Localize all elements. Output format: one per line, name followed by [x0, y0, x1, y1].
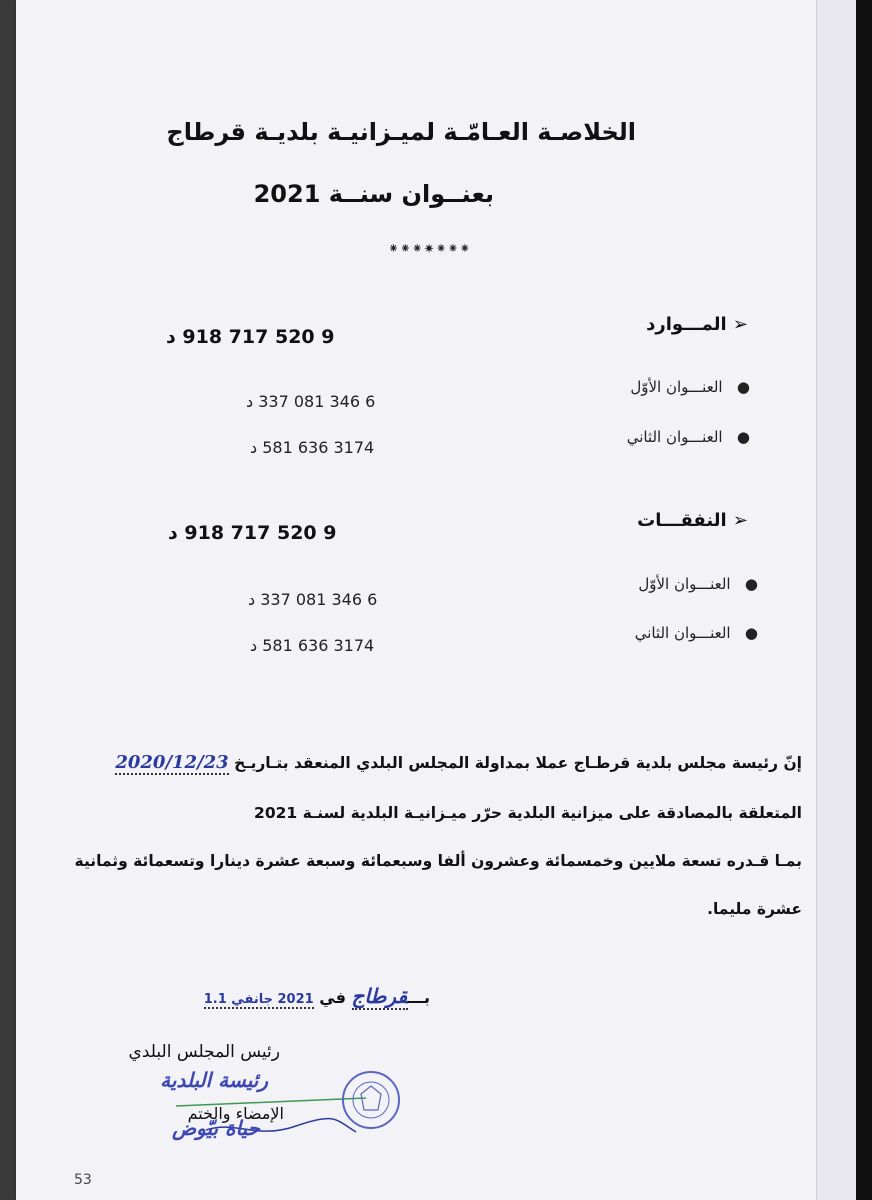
resources-item-2 — [627, 428, 750, 446]
expenses-item-1 — [638, 575, 758, 593]
paragraph-line-1-text: إنّ رئيسة مجلس بلدية قرطـاج عملا بمداولة المجلس البلدي المنعقد بتـاريـخ — [234, 754, 802, 772]
signature-and-stamp-label: الإمضاء والختم — [187, 1104, 284, 1123]
resources-item-1 — [630, 378, 750, 396]
expenses-item-2-amount: 3174 636 581 د — [250, 636, 375, 655]
bullet-icon: ● — [730, 624, 758, 642]
stamp-mayor-title: رئيسة البلدية — [160, 1068, 268, 1092]
scanner-border — [856, 0, 872, 1200]
resources-total: 9 520 717 918 د — [166, 326, 335, 348]
signature-date-stamp: 2021 جانفي 1.1 — [203, 992, 314, 1007]
expenses-item-2 — [635, 624, 758, 642]
signature-place-handwritten: قرطاج — [351, 984, 408, 1008]
paragraph-line-3: بمـا قـدره تسعة ملايين وخمسمائة وعشرون ألفا وسبعمائة وسبعة عشرة دينارا وتسعمائة وثمانية — [74, 852, 802, 870]
resources-heading-label: المـــوارد — [646, 314, 727, 335]
bullet-icon: ● — [722, 378, 750, 396]
resources-item-2-amount: 3174 636 581 د — [250, 438, 375, 457]
paragraph-line-4: عشرة مليما. — [707, 900, 802, 918]
expenses-item-1-label: العنـــوان الأوّل — [638, 575, 731, 593]
council-president-title: رئيس المجلس البلدي — [128, 1042, 280, 1062]
document-title: الخلاصـة العـامّـة لميـزانيـة بلديـة قرطاج — [166, 118, 636, 146]
resources-item-2-label: العنـــوان الثاني — [626, 428, 723, 446]
page-number: 53 — [74, 1172, 92, 1188]
bullet-icon: ● — [730, 575, 758, 593]
expenses-heading-label: النفقـــات — [637, 510, 727, 531]
signature-in: في — [319, 988, 346, 1007]
paragraph-line-2: المتعلقة بالمصادقة على ميزانية البلدية حرّر ميـزانيـة البلدية لسنـة 2021 — [254, 804, 802, 822]
session-date-handwritten: 2020/12/23 — [115, 752, 229, 773]
expenses-item-1-amount: 6 346 081 337 د — [248, 590, 378, 609]
paragraph-line-1 — [115, 752, 802, 775]
expenses-heading — [637, 510, 748, 531]
arrow-bullet-icon: ➢ — [726, 510, 748, 531]
signature-place-date — [204, 984, 430, 1009]
separator-ornament: ⁕⁕⁕✷⁕⁕⁕ — [388, 242, 472, 257]
resources-heading — [646, 314, 748, 335]
page-edge — [816, 0, 857, 1200]
expenses-total: 9 520 717 918 د — [168, 522, 337, 544]
document-page — [16, 0, 816, 1200]
bullet-icon: ● — [722, 428, 750, 446]
resources-item-1-label: العنـــوان الأوّل — [630, 378, 723, 396]
stamp-mayor-name: حياة بيّوض — [171, 1116, 260, 1140]
signature-prefix: بـــ — [407, 988, 430, 1007]
arrow-bullet-icon: ➢ — [726, 314, 748, 335]
document-subtitle: بعنــوان سنــة 2021 — [253, 180, 494, 208]
resources-item-1-amount: 6 346 081 337 د — [246, 392, 376, 411]
expenses-item-2-label: العنـــوان الثاني — [634, 624, 731, 642]
